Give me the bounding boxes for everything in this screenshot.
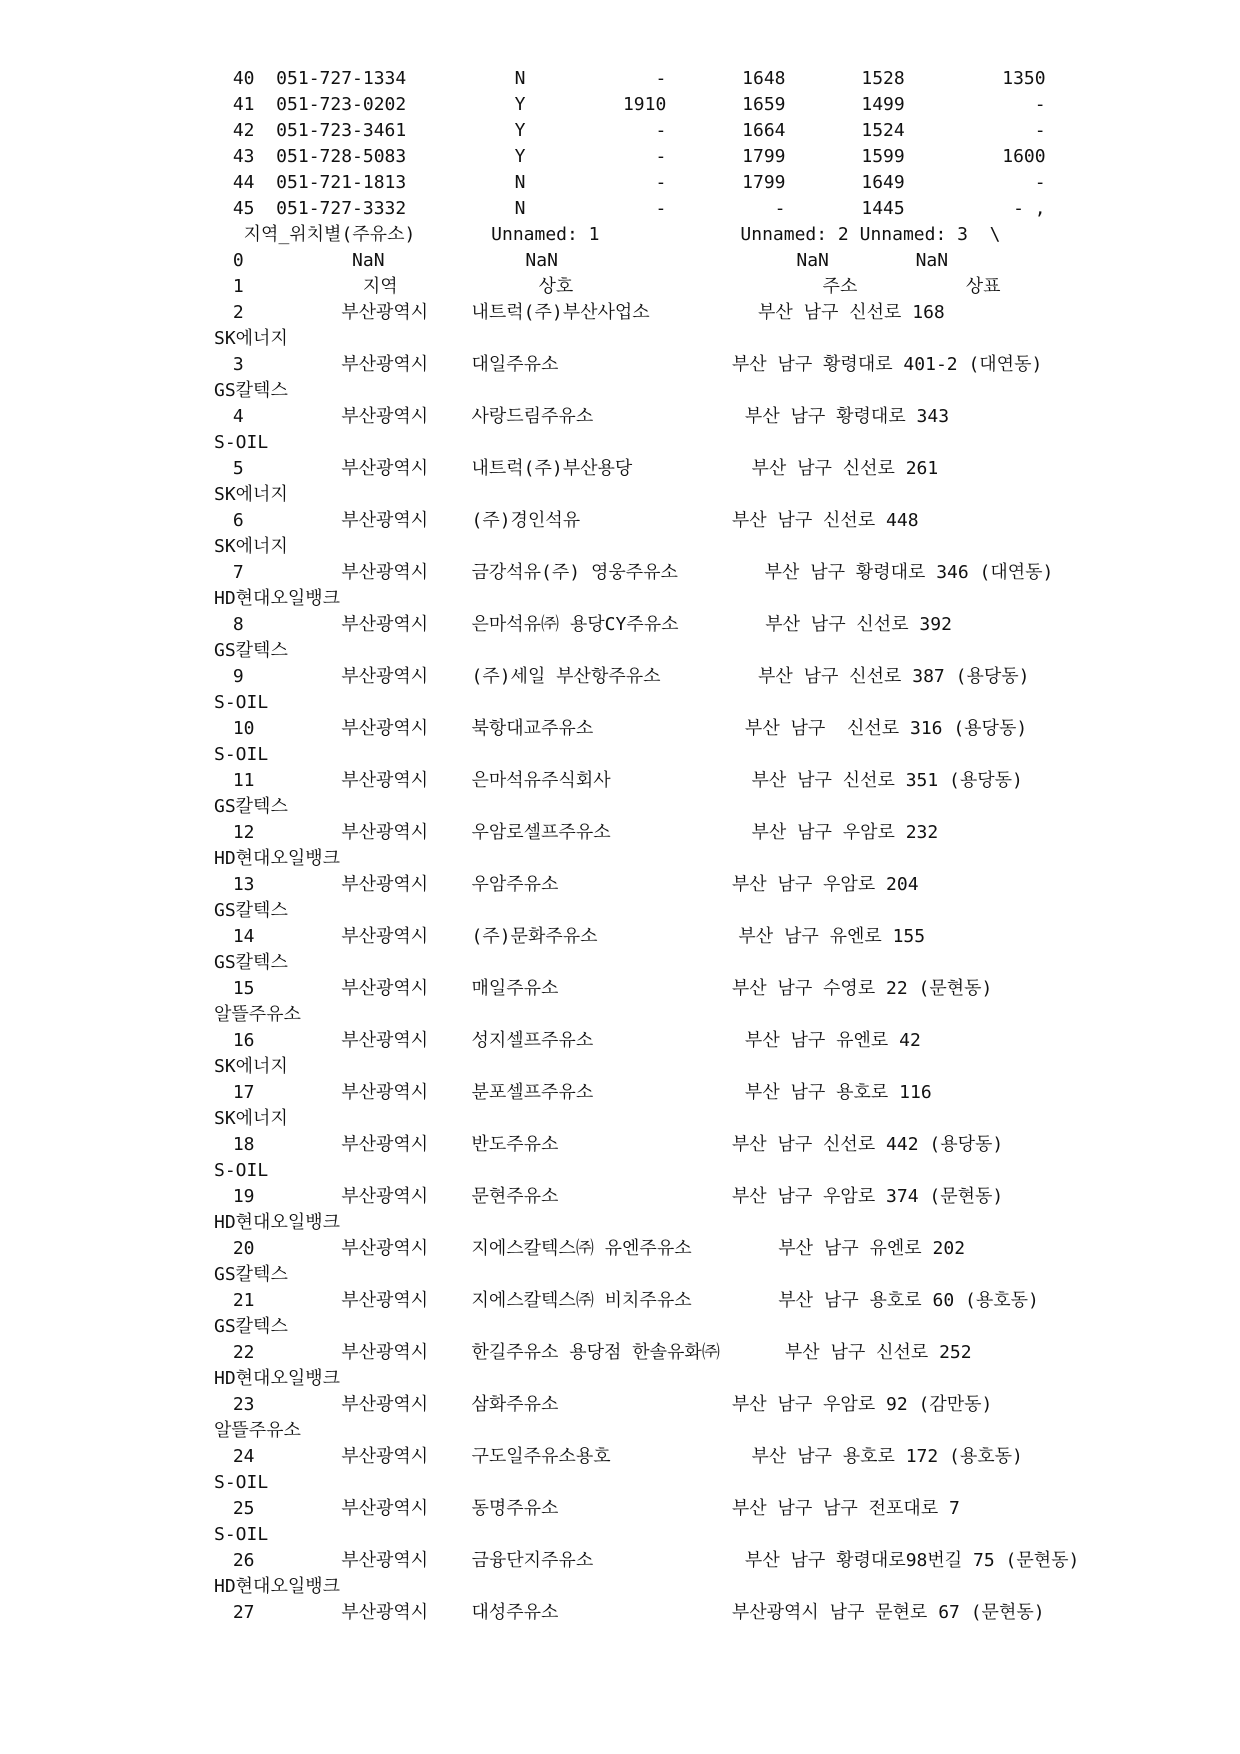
record-row: 23 부산광역시 삼화주유소 부산 남구 우암로 92 (감만동) — [222, 1394, 993, 1415]
record-row-continuation: 알뜰주유소 — [214, 1420, 301, 1441]
record-row-continuation: HD현대오일뱅크 — [214, 1576, 341, 1597]
record-row-continuation: GS칼텍스 — [214, 796, 288, 817]
record-row: 24 부산광역시 구도일주유소용호 부산 남구 용호로 172 (용호동) — [222, 1446, 1023, 1467]
record-row-continuation: HD현대오일뱅크 — [214, 588, 341, 609]
record-row-continuation: S-OIL — [214, 744, 269, 765]
record-row: 10 부산광역시 북항대교주유소 부산 남구 신선로 316 (용당동) — [222, 718, 1028, 739]
record-row-continuation: HD현대오일뱅크 — [214, 1368, 341, 1389]
record-row-continuation: S-OIL — [214, 1524, 269, 1545]
record-row-continuation: SK에너지 — [214, 328, 288, 349]
record-row-continuation: SK에너지 — [214, 1056, 288, 1077]
record-row: 6 부산광역시 (주)경인석유 부산 남구 신선로 448 — [222, 510, 919, 531]
record-row: 7 부산광역시 금강석유(주) 영웅주유소 부산 남구 황령대로 346 (대연동) — [222, 562, 1054, 583]
record-row: 2 부산광역시 내트럭(주)부산사업소 부산 남구 신선로 168 — [222, 302, 945, 323]
record-row: 27 부산광역시 대성주유소 부산광역시 남구 문현로 67 (문현동) — [222, 1602, 1045, 1623]
column-names-row: 1 지역 상호 주소 상표 — [222, 276, 1001, 297]
record-row: 9 부산광역시 (주)세일 부산항주유소 부산 남구 신선로 387 (용당동) — [222, 666, 1030, 687]
record-row-continuation: GS칼텍스 — [214, 640, 288, 661]
record-row: 25 부산광역시 동명주유소 부산 남구 남구 전포대로 7 — [222, 1498, 960, 1519]
data-row: 43 051-728-5083 Y - 1799 1599 1600 — [222, 146, 1046, 167]
record-row-continuation: GS칼텍스 — [214, 1316, 288, 1337]
record-row: 13 부산광역시 우암주유소 부산 남구 우암로 204 — [222, 874, 919, 895]
record-row: 12 부산광역시 우암로셀프주유소 부산 남구 우암로 232 — [222, 822, 939, 843]
record-row-continuation: GS칼텍스 — [214, 1264, 288, 1285]
record-row-continuation: SK에너지 — [214, 1108, 288, 1129]
record-row: 11 부산광역시 은마석유주식회사 부산 남구 신선로 351 (용당동) — [222, 770, 1023, 791]
record-row: 8 부산광역시 은마석유㈜ 용당CY주유소 부산 남구 신선로 392 — [222, 614, 952, 635]
data-row: 42 051-723-3461 Y - 1664 1524 - — [222, 120, 1046, 141]
record-row: 15 부산광역시 매일주유소 부산 남구 수영로 22 (문현동) — [222, 978, 993, 999]
record-row: 19 부산광역시 문현주유소 부산 남구 우암로 374 (문현동) — [222, 1186, 1004, 1207]
data-row: 44 051-721-1813 N - 1799 1649 - — [222, 172, 1046, 193]
record-row: 4 부산광역시 사랑드림주유소 부산 남구 황령대로 343 — [222, 406, 950, 427]
record-row-continuation: HD현대오일뱅크 — [214, 848, 341, 869]
record-row: 16 부산광역시 성지셀프주유소 부산 남구 유엔로 42 — [222, 1030, 921, 1051]
record-row-continuation: S-OIL — [214, 692, 269, 713]
data-row: 41 051-723-0202 Y 1910 1659 1499 - — [222, 94, 1046, 115]
record-row: 18 부산광역시 반도주유소 부산 남구 신선로 442 (용당동) — [222, 1134, 1004, 1155]
record-row-continuation: 알뜰주유소 — [214, 1004, 301, 1025]
record-row: 20 부산광역시 지에스칼텍스㈜ 유엔주유소 부산 남구 유엔로 202 — [222, 1238, 966, 1259]
record-row-continuation: HD현대오일뱅크 — [214, 1212, 341, 1233]
record-row-continuation: S-OIL — [214, 1472, 269, 1493]
nan-row: 0 NaN NaN NaN NaN — [222, 250, 949, 271]
record-row-continuation: SK에너지 — [214, 484, 288, 505]
record-row: 26 부산광역시 금융단지주유소 부산 남구 황령대로98번길 75 (문현동) — [222, 1550, 1080, 1571]
record-row-continuation: SK에너지 — [214, 536, 288, 557]
record-row-continuation: GS칼텍스 — [214, 380, 288, 401]
record-row: 3 부산광역시 대일주유소 부산 남구 황령대로 401-2 (대연동) — [222, 354, 1043, 375]
record-row: 22 부산광역시 한길주유소 용당점 한솔유화㈜ 부산 남구 신선로 252 — [222, 1342, 972, 1363]
data-row: 45 051-727-3332 N - - 1445 - , — [222, 198, 1046, 219]
record-row-continuation: S-OIL — [214, 1160, 269, 1181]
record-row: 21 부산광역시 지에스칼텍스㈜ 비치주유소 부산 남구 용호로 60 (용호동) — [222, 1290, 1039, 1311]
data-row: 40 051-727-1334 N - 1648 1528 1350 — [222, 68, 1046, 89]
record-row-continuation: GS칼텍스 — [214, 952, 288, 973]
record-row: 17 부산광역시 분포셀프주유소 부산 남구 용호로 116 — [222, 1082, 932, 1103]
record-row-continuation: GS칼텍스 — [214, 900, 288, 921]
record-row-continuation: S-OIL — [214, 432, 269, 453]
dataframe-header: 지역_위치별(주유소) Unnamed: 1 Unnamed: 2 Unnamed: 3 \ — [222, 224, 1001, 245]
record-row: 5 부산광역시 내트럭(주)부산용당 부산 남구 신선로 261 — [222, 458, 939, 479]
record-row: 14 부산광역시 (주)문화주유소 부산 남구 유엔로 155 — [222, 926, 926, 947]
